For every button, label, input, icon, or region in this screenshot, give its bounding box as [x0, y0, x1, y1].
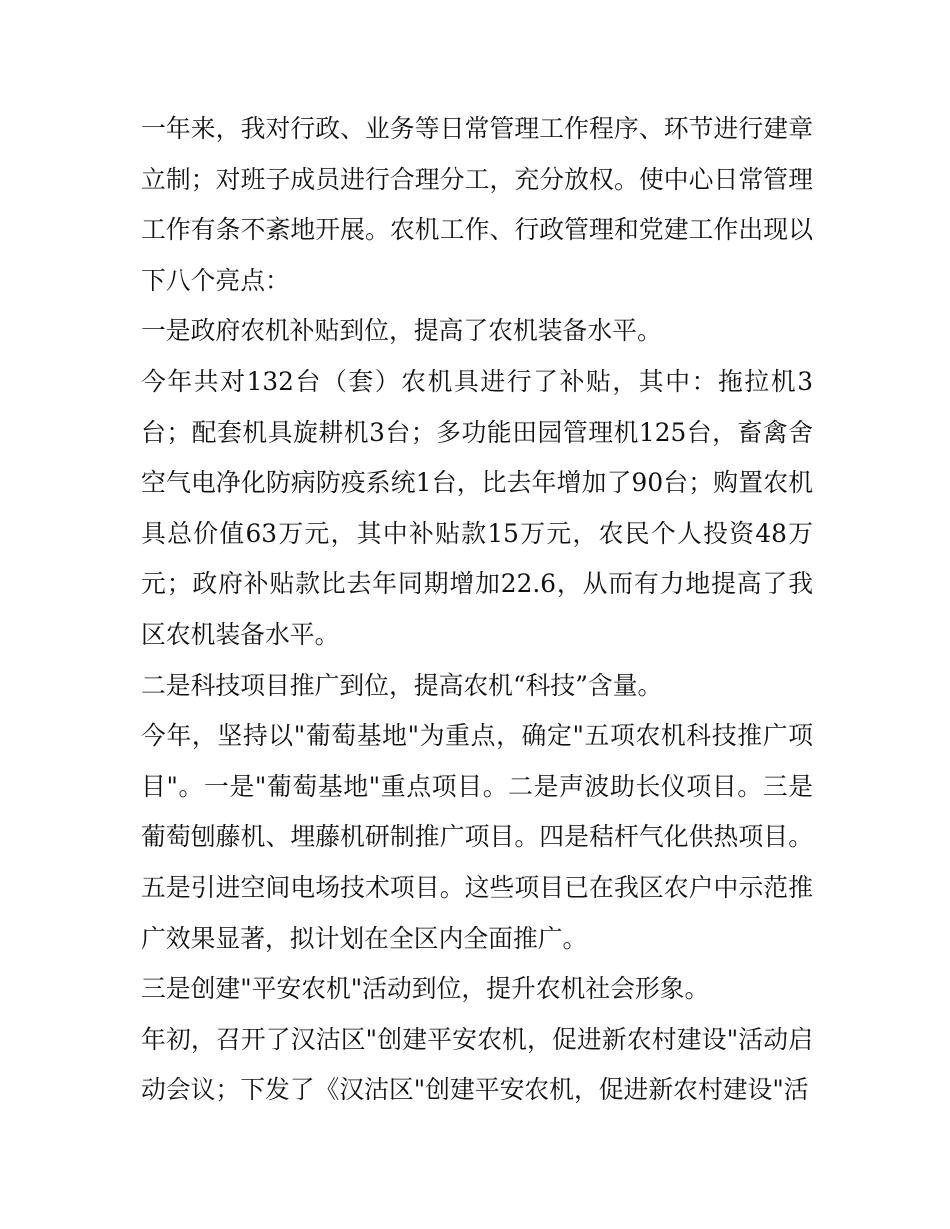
- document-body: [141, 104, 813, 1116]
- heading-point-three: 三是创建"平安农机"活动到位，提升农机社会形象。: [141, 974, 710, 1004]
- heading-point-one: 一是政府农机补贴到位，提高了农机装备水平。: [141, 316, 662, 346]
- heading-point-two: 二是科技项目推广到位，提高农机“科技”含量。: [141, 670, 663, 700]
- paragraph-tech-projects: 今年，坚持以"葡萄基地"为重点，确定"五项农机科技推广项目"。一是"葡萄基地"重点项目。二是声波助长仪项目。三是葡萄刨藤机、埋藤机研制推广项目。四是秸杆气化供热项目。五是引进空间电场技术项目。这些项目已在我区农户中示范推广效果显著，拟计划在全区内全面推广。: [141, 721, 813, 953]
- paragraph-safe-machinery: 年初，召开了汉沽区"创建平安农机，促进新农村建设"活动启动会议；下发了《汉沽区"创建平安农机，促进新农村建设"活: [141, 1024, 813, 1105]
- paragraph-intro: 一年来，我对行政、业务等日常管理工作程序、环节进行建章立制；对班子成员进行合理分工，充分放权。使中心日常管理工作有条不紊地开展。农机工作、行政管理和党建工作出现以下八个亮点：: [141, 114, 813, 295]
- paragraph-subsidy: 今年共对132台（套）农机具进行了补贴，其中：拖拉机3台；配套机具旋耕机3台；多功能田园管理机125台，畜禽舍空气电净化防病防疫系统1台，比去年增加了90台；购置农机具总价值63万元，其中补贴款15万元，农民个人投资48万元；政府补贴款比去年同期增加22.6，从而有力地提高了我区农机装备水平。: [141, 366, 813, 649]
